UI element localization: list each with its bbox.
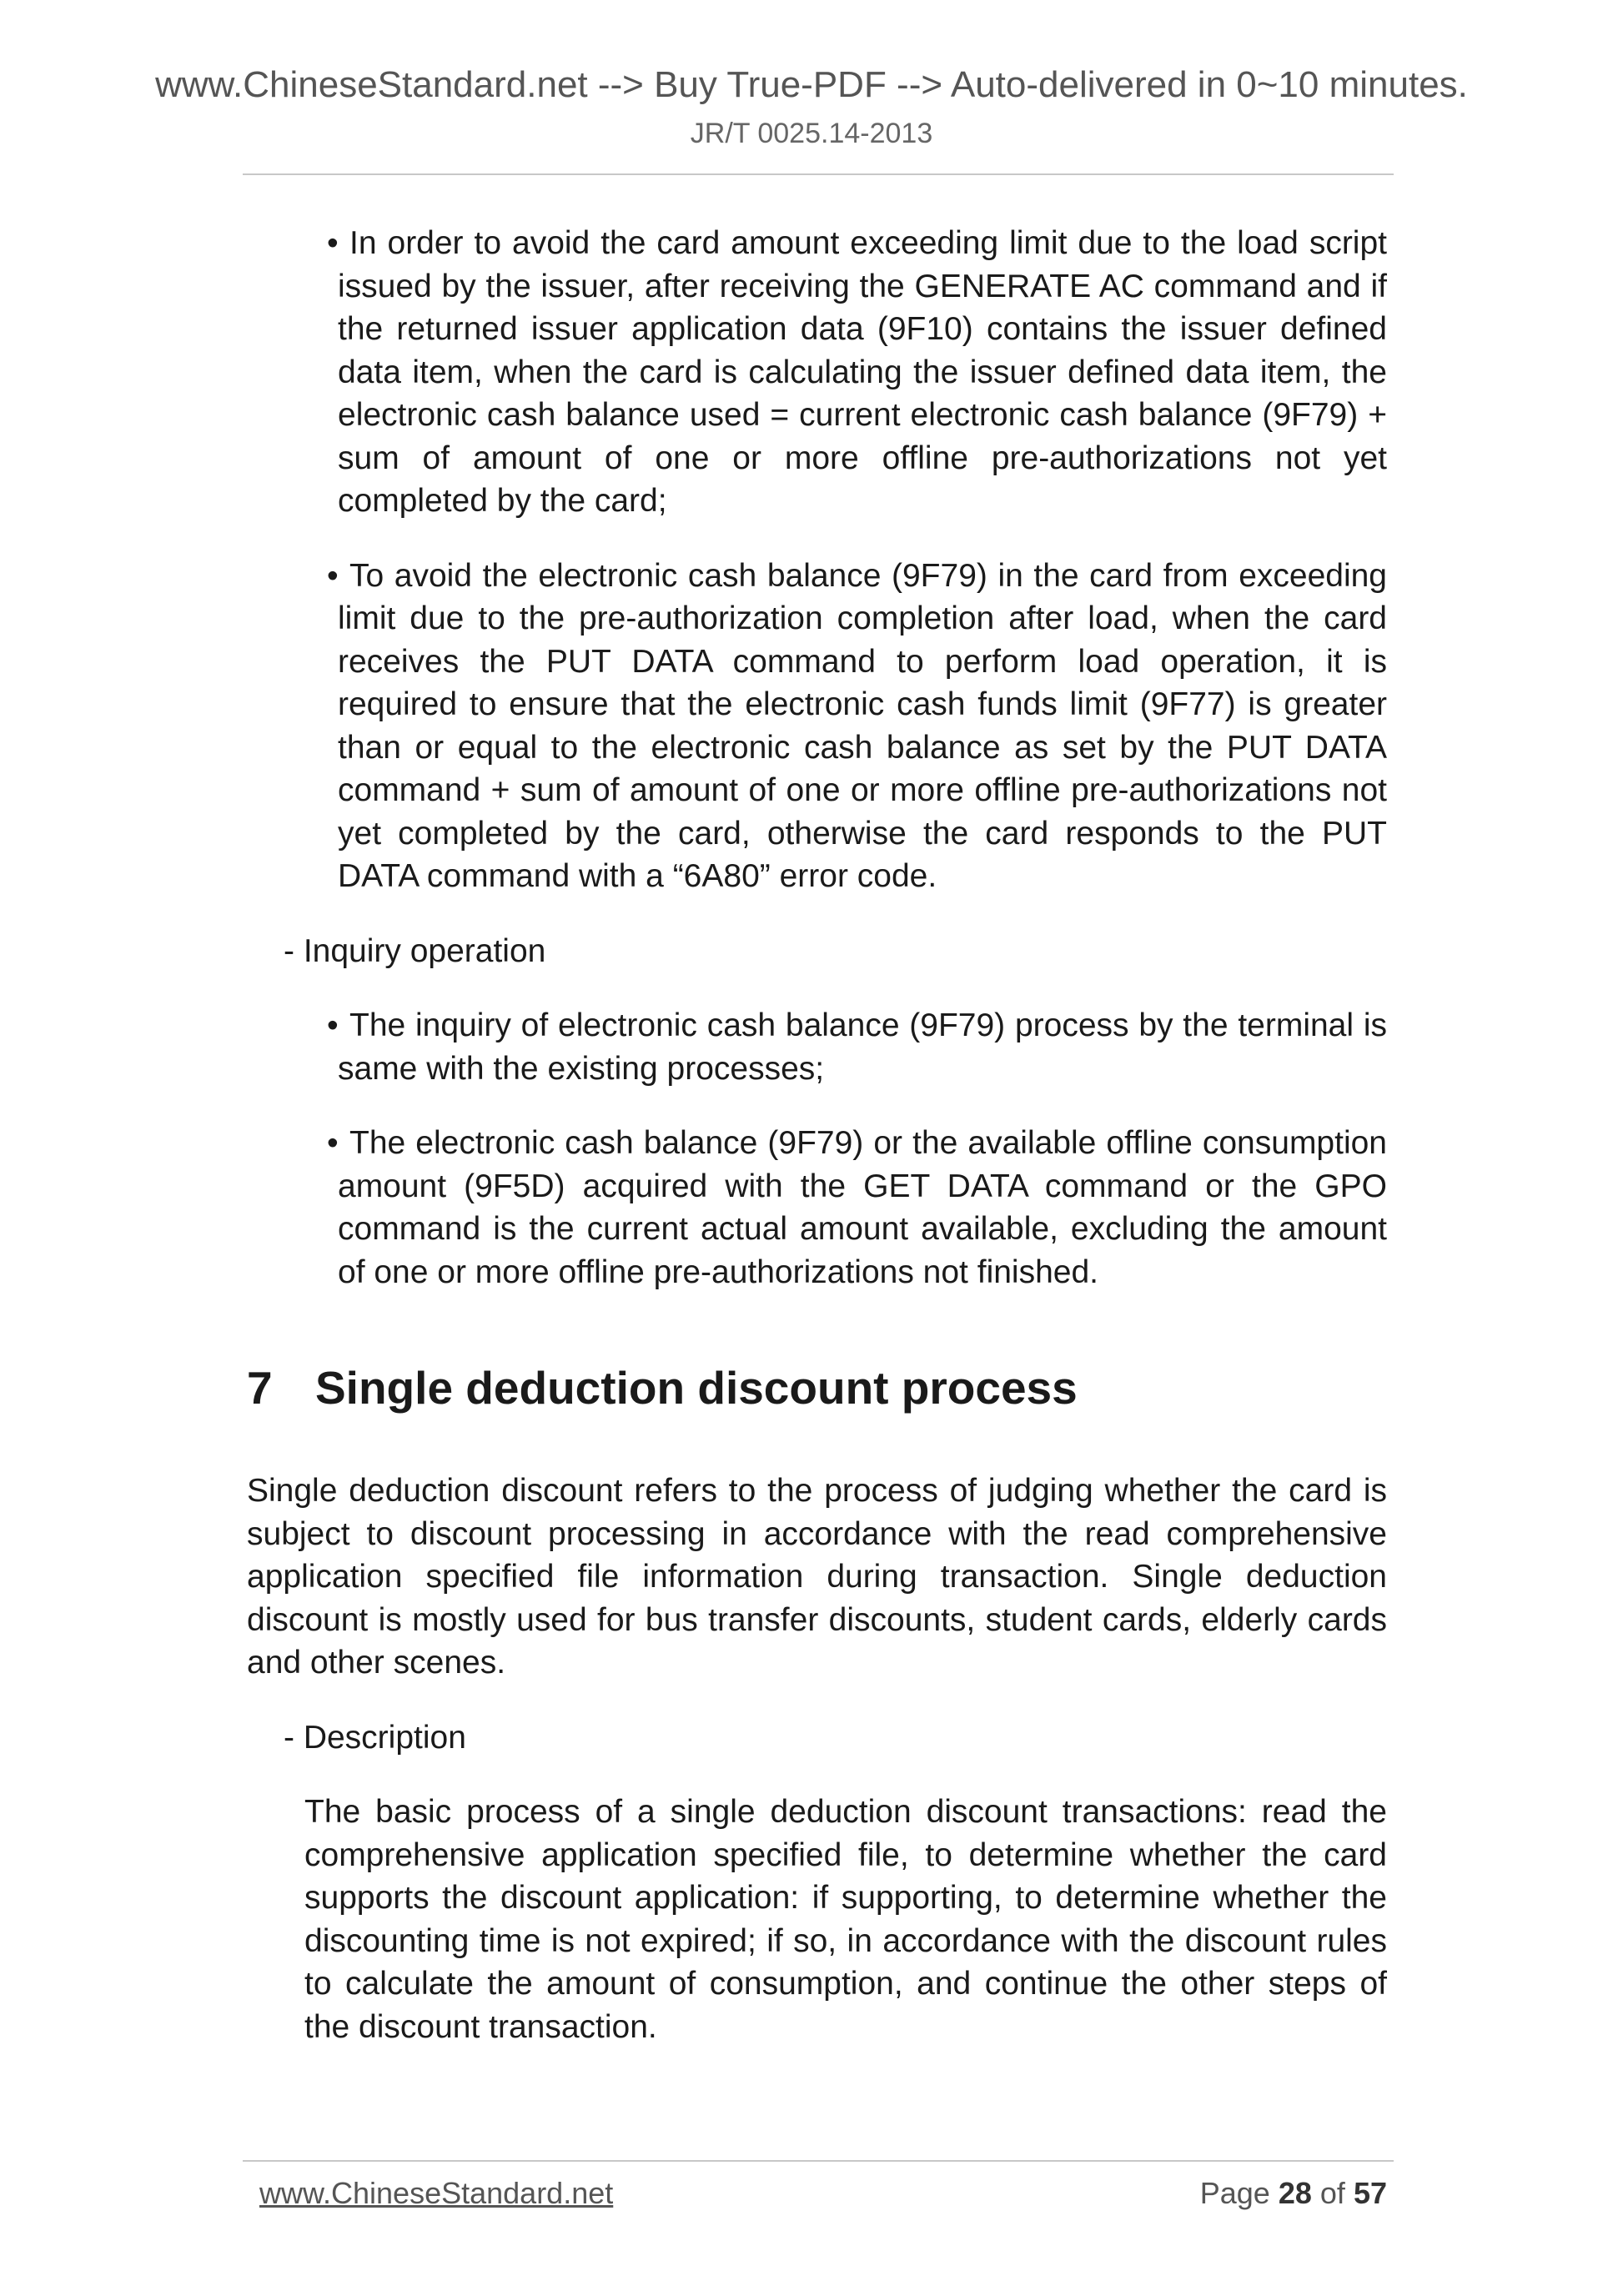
header-divider bbox=[243, 173, 1394, 175]
bullet-text: To avoid the electronic cash balance (9F79) in the card from exceeding limit due to the pre-authorization completion after load, when the card receives the PUT DATA command to perform load operation, it is required to ensure that the electronic cash funds limit (9F77) is greater than or equal to the electronic cash balance as set by the PUT DATA command + sum of amount of one or more offline pre-authorizations not yet completed by the card, otherwise the card responds to the PUT DATA command with a “6A80” error code. bbox=[338, 557, 1387, 894]
bullet-item bbox=[304, 222, 1387, 523]
bullet-item bbox=[304, 1122, 1387, 1294]
bullet-icon: • bbox=[327, 225, 339, 261]
bullet-text: The electronic cash balance (9F79) or the available offline consumption amount (9F5D) acquired with the GET DATA command or the GPO command is the current actual amount available, excluding the amount of one or more offline pre-authorizations not finished. bbox=[338, 1125, 1387, 1290]
bullet-icon: • bbox=[327, 1007, 339, 1043]
bullet-icon: • bbox=[327, 557, 339, 594]
section-number: 7 bbox=[247, 1362, 273, 1414]
of-label: of bbox=[1319, 2176, 1345, 2210]
bullet-text: The inquiry of electronic cash balance (9F79) process by the terminal is same with the existing processes; bbox=[338, 1007, 1387, 1087]
section-heading bbox=[247, 1362, 1623, 1414]
footer-divider bbox=[243, 2160, 1394, 2162]
section-intro: Single deduction discount refers to the process of judging whether the card is subject to discount processing in accordance with the read comprehensive application specified file information during transaction. Single deduction discount is mostly used for bus transfer discounts, student cards, elderly cards and other scenes. bbox=[247, 1473, 1387, 1681]
description-heading: - Description bbox=[284, 1719, 466, 1756]
page-total: 57 bbox=[1353, 2176, 1387, 2210]
standard-id: JR/T 0025.14-2013 bbox=[690, 118, 933, 149]
bullet-icon: • bbox=[327, 1125, 339, 1161]
page-current: 28 bbox=[1278, 2176, 1312, 2210]
inquiry-heading: - Inquiry operation bbox=[284, 932, 546, 969]
page-number bbox=[1200, 2178, 1387, 2208]
bullet-text: In order to avoid the card amount exceeding limit due to the load script issued by the issuer, after receiving the GENERATE AC command and if the returned issuer application data (9F10) contains the issuer defined data item, when the card is calculating the issuer defined data item, the electronic cash balance used = current electronic cash balance (9F79) + sum of amount of one or more offline pre-authorizations not yet completed by the card; bbox=[338, 225, 1387, 519]
bullet-item bbox=[304, 1004, 1387, 1090]
page-label: Page bbox=[1199, 2176, 1270, 2210]
bullet-item bbox=[304, 555, 1387, 898]
footer-site-link[interactable]: www.ChineseStandard.net bbox=[259, 2176, 614, 2210]
header-banner: www.ChineseStandard.net --> Buy True-PDF --> Auto-delivered in 0~10 minutes. bbox=[155, 64, 1468, 105]
page-body bbox=[0, 222, 1623, 2048]
description-text: The basic process of a single deduction discount transactions: read the comprehensive application specified file, to determine whether the card supports the discount application: if supporting, to determine whether the discounting time is not expired; if so, in accordance with the discount rules to calculate the amount of consumption, and continue the other steps of the discount transaction. bbox=[304, 1794, 1387, 2045]
section-title: Single deduction discount process bbox=[315, 1362, 1078, 1414]
